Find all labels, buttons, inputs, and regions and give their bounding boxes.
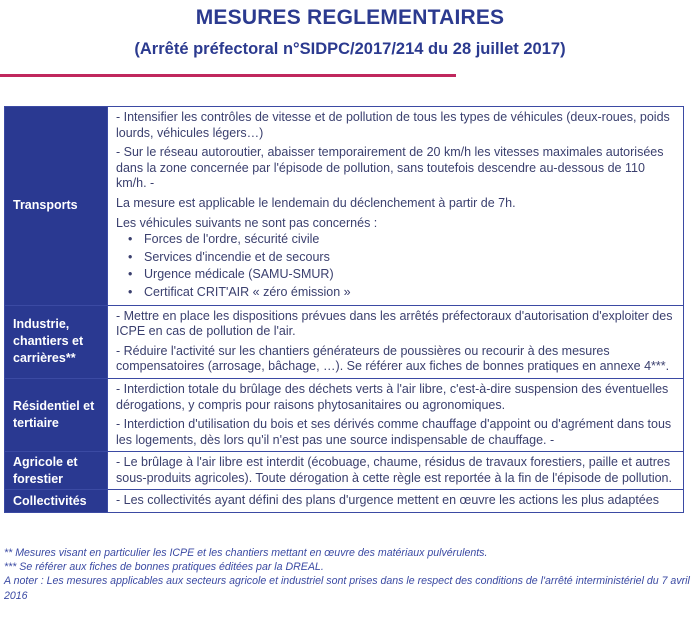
list-item: • Certificat CRIT'AIR « zéro émission » xyxy=(144,285,677,301)
row-heading-collectivites: Collectivités xyxy=(5,490,108,513)
footnote: *** Se référer aux fiches de bonnes pratiques éditées par la DREAL. xyxy=(4,561,324,574)
table-row-agricole xyxy=(5,452,684,490)
measure-text: - Mettre en place les dispositions prévues dans les arrêtés préfectoraux d'autorisation d'exploiter des ICPE en cas de pollution de l'air. xyxy=(116,308,673,339)
page-subtitle: (Arrêté préfectoral n°SIDPC/2017/214 du 28 juillet 2017) xyxy=(134,40,566,58)
row-heading-industrie: Industrie, chantiers et carrières** xyxy=(5,305,108,378)
row-content-transports xyxy=(108,107,684,306)
row-heading-agricole: Agricole et forestier xyxy=(5,452,108,490)
table-row-industrie xyxy=(5,305,684,378)
footnote: A noter : Les mesures applicables aux secteurs agricole et industriel sont prises dans le respect des conditions de l'arrêté interministériel du 7 avril 2016 xyxy=(4,575,690,602)
row-content-agricole xyxy=(108,452,684,490)
measures-table xyxy=(4,106,684,513)
measure-text: - Interdiction totale du brûlage des déchets verts à l'air libre, c'est-à-dire suspension des éventuelles dérogations, y compris pour raisons phytosanitaires ou agronomiques. xyxy=(116,381,669,412)
measure-text: Les véhicules suivants ne sont pas concernés : xyxy=(116,215,378,230)
measure-text: - Le brûlage à l'air libre est interdit (écobuage, chaume, résidus de travaux forestiers, paille et autres sous-produits agricoles). Toute dérogation à cette règle est reportée à la fin de l'épisode de pollution. xyxy=(116,455,672,485)
measure-text: - Réduire l'activité sur les chantiers générateurs de poussières ou recourir à des mesures compensatoires (arrosage, bâchage, …). Se référer aux fiches de bonnes pratiques en annexe 4***. xyxy=(116,343,670,374)
table-row-residentiel xyxy=(5,378,684,451)
row-heading-residentiel: Résidentiel et tertiaire xyxy=(5,378,108,451)
title-underline xyxy=(0,74,456,77)
page-title: MESURES REGLEMENTAIRES xyxy=(195,6,505,29)
measure-text: - Interdiction d'utilisation du bois et ses dérivés comme chauffage d'appoint ou d'agrément dans tous les logements, dès lors qu'il n'est pas une source indispensable de chauffage. - xyxy=(116,417,672,447)
exempt-vehicles-list xyxy=(116,232,677,300)
row-content-collectivites xyxy=(108,490,684,513)
list-item: • Forces de l'ordre, sécurité civile xyxy=(144,232,677,248)
measure-text: - Intensifier les contrôles de vitesse et de pollution de tous les types de véhicules (deux-roues, poids lourds, véhicules légers…) xyxy=(116,110,670,140)
footnote: ** Mesures visant en particulier les ICPE et les chantiers mettant en œuvre des matériaux pulvérulents. xyxy=(4,547,488,559)
list-item: • Urgence médicale (SAMU-SMUR) xyxy=(144,267,677,283)
measure-text: La mesure est applicable le lendemain du déclenchement à partir de 7h. xyxy=(116,195,516,210)
measure-text: - Les collectivités ayant défini des plans d'urgence mettent en œuvre les actions les plus adaptées xyxy=(116,493,659,508)
measure-text: - Sur le réseau autoroutier, abaisser temporairement de 20 km/h les vitesses maximales autorisées dans la zone concernée par l'épisode de pollution, sans toutefois descendre au-dessous de 110 km/h. - xyxy=(116,145,664,191)
row-content-residentiel xyxy=(108,378,684,451)
table-row-collectivites xyxy=(5,490,684,513)
table-row-transports xyxy=(5,107,684,306)
row-content-industrie xyxy=(108,305,684,378)
footnotes xyxy=(4,546,694,603)
list-item: • Services d'incendie et de secours xyxy=(144,250,677,266)
row-heading-transports: Transports xyxy=(5,107,108,306)
